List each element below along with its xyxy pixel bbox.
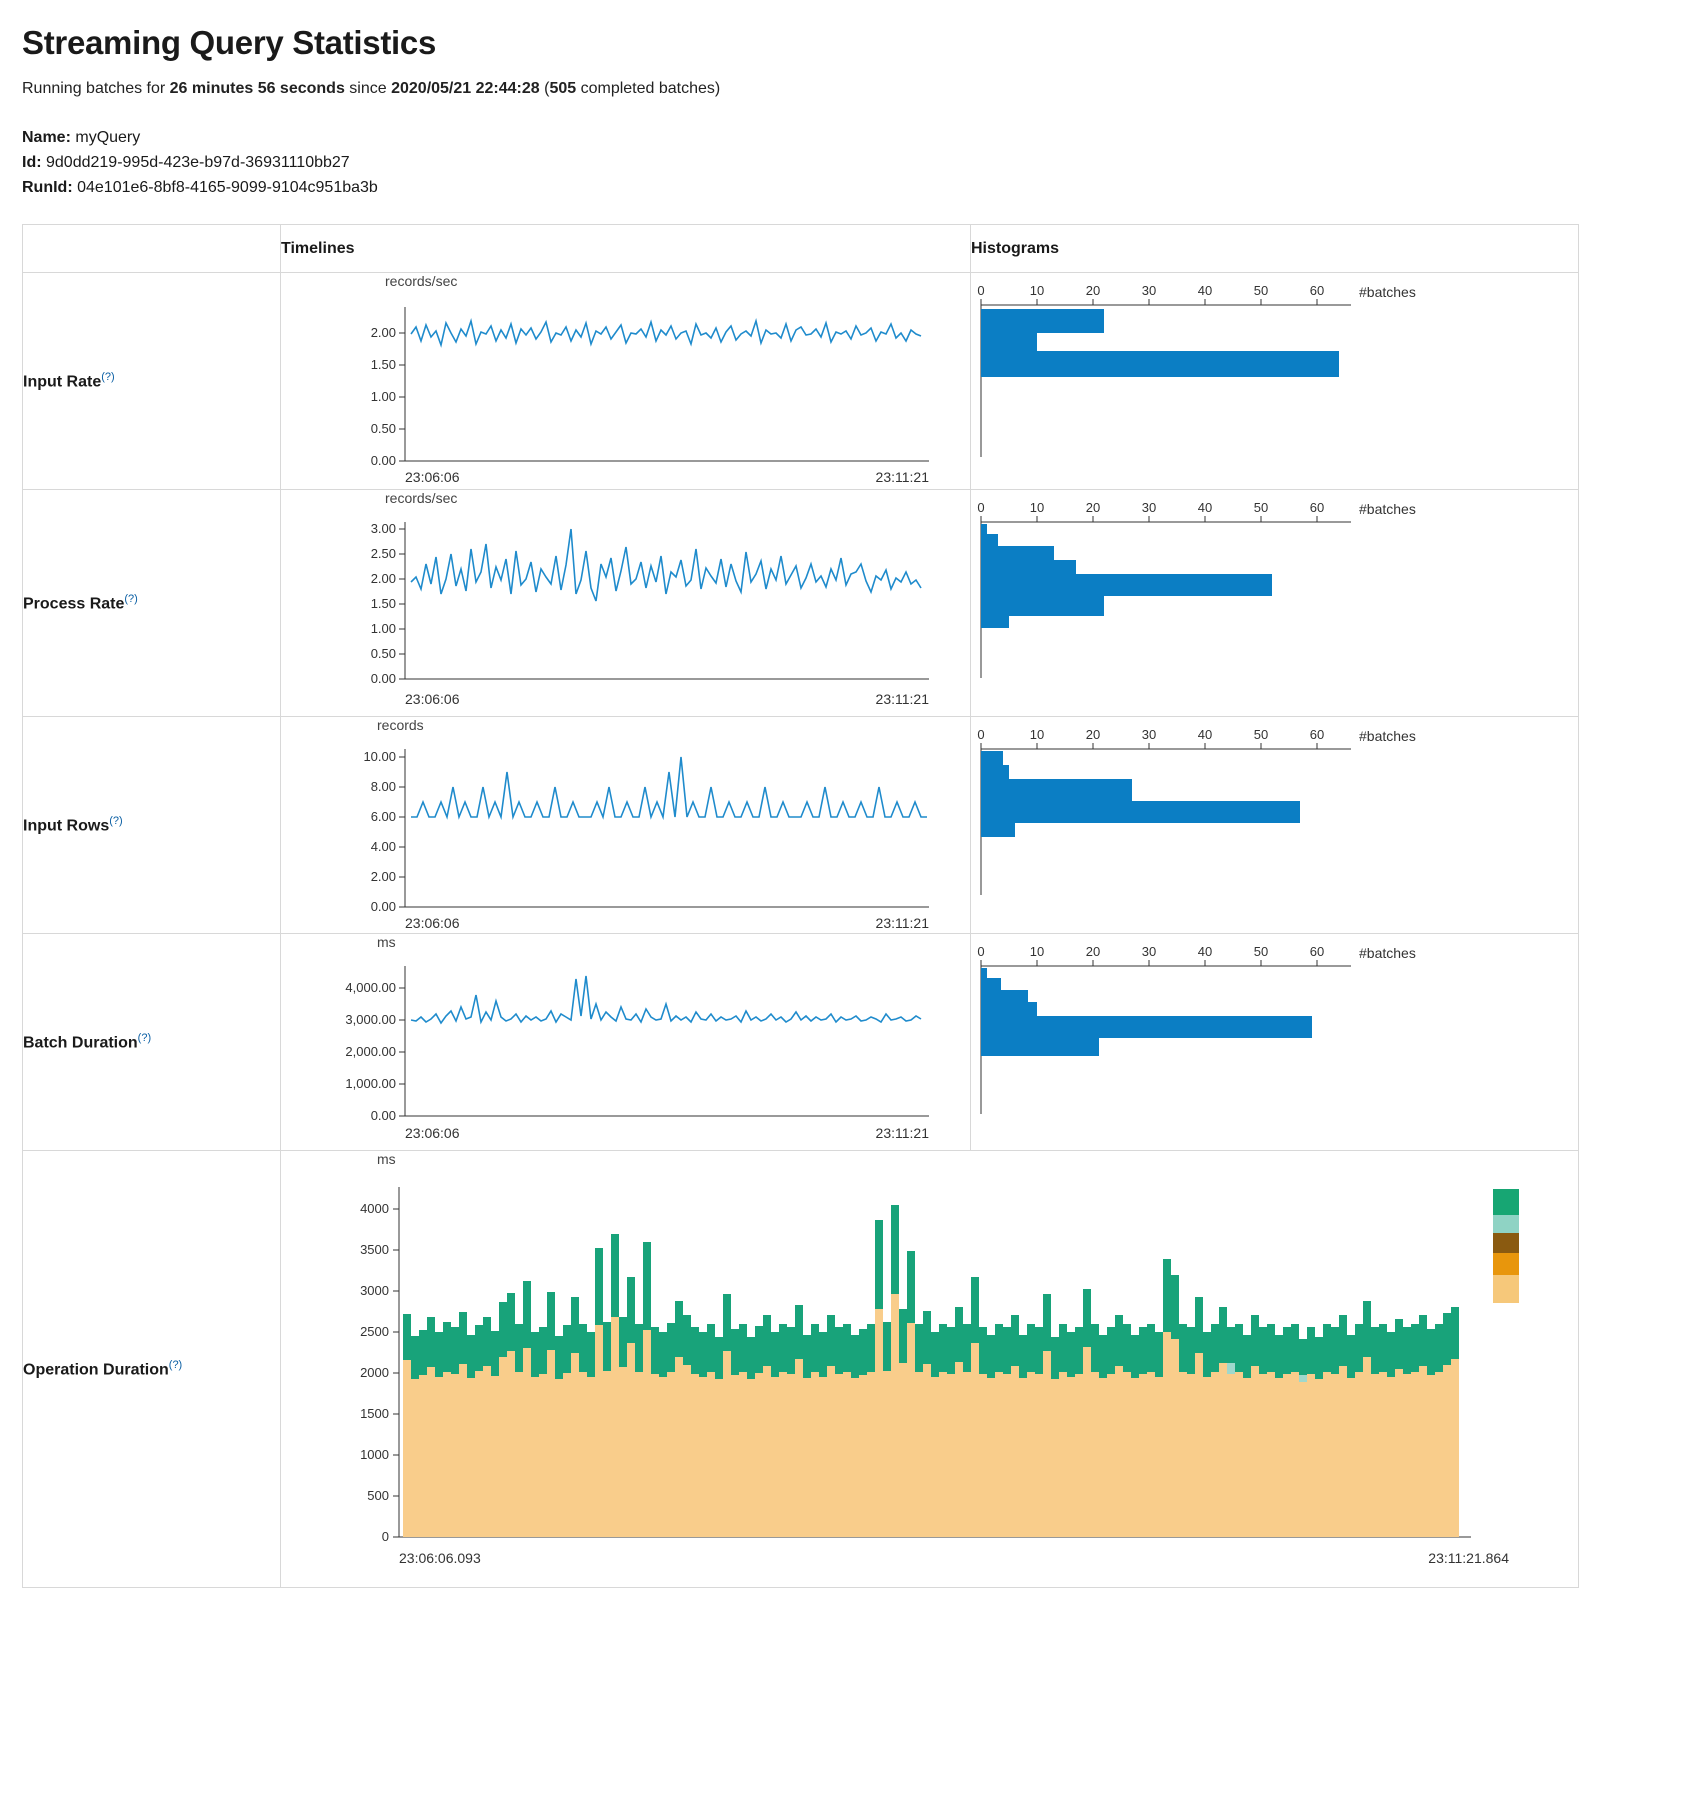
xtick: 20 bbox=[1085, 727, 1101, 743]
x-axis-start: 23:06:06 bbox=[405, 469, 460, 486]
xtick: 0 bbox=[977, 944, 985, 960]
page-title: Streaming Query Statistics bbox=[22, 24, 437, 61]
ytick: 1.00 bbox=[370, 621, 396, 637]
ytick: 1.50 bbox=[370, 357, 396, 373]
xtick: 30 bbox=[1141, 944, 1157, 960]
hist-bar bbox=[981, 765, 1009, 779]
xtick: 50 bbox=[1253, 944, 1269, 960]
help-icon[interactable]: (?) bbox=[124, 593, 138, 606]
help-icon[interactable]: (?) bbox=[109, 815, 123, 828]
process-rate-timeline-chart bbox=[281, 506, 941, 716]
process-rate-histogram-chart bbox=[971, 498, 1551, 708]
batch-duration-histogram-chart bbox=[971, 942, 1551, 1142]
xtick: 0 bbox=[977, 727, 985, 743]
help-icon[interactable]: (?) bbox=[137, 1032, 152, 1045]
since-word: since bbox=[344, 80, 392, 97]
xtick: 10 bbox=[1029, 944, 1045, 960]
header-timelines: Timelines bbox=[281, 225, 971, 273]
row-label-text: Batch Duration bbox=[23, 1034, 138, 1052]
hist-bar bbox=[981, 968, 987, 978]
operation-duration-legend bbox=[1493, 1189, 1519, 1303]
ytick: 3.00 bbox=[370, 521, 396, 537]
ytick: 8.00 bbox=[370, 779, 396, 795]
hist-bar bbox=[981, 596, 1104, 616]
xtick: 60 bbox=[1309, 727, 1325, 743]
meta-id-value: 9d0dd219-995d-423e-b97d-36931110bb27 bbox=[46, 153, 350, 171]
ytick: 10.00 bbox=[363, 749, 396, 765]
completed-batches-text: completed batches) bbox=[576, 80, 721, 97]
hist-bar bbox=[981, 546, 1054, 560]
xtick: 20 bbox=[1085, 500, 1101, 516]
hist-bar bbox=[981, 560, 1076, 574]
running-duration: 26 minutes 56 seconds bbox=[169, 80, 345, 97]
batch-duration-series bbox=[411, 976, 921, 1023]
hist-bar bbox=[981, 751, 1003, 765]
ytick: 4,000.00 bbox=[345, 980, 396, 996]
xtick: 60 bbox=[1309, 500, 1325, 516]
ytick: 2000 bbox=[360, 1365, 389, 1381]
axis bbox=[399, 307, 929, 461]
ytick: 0 bbox=[381, 1529, 389, 1545]
hist-bar bbox=[981, 823, 1015, 837]
xtick: 10 bbox=[1029, 283, 1045, 299]
header-blank bbox=[23, 225, 281, 273]
ytick: 3500 bbox=[360, 1242, 389, 1258]
ytick: 2.50 bbox=[370, 546, 396, 562]
ytick: 0.00 bbox=[370, 1108, 396, 1124]
operation-duration-stacked-bars bbox=[403, 1205, 1459, 1537]
row-label-text: Operation Duration bbox=[23, 1361, 169, 1379]
input-rate-series bbox=[411, 321, 921, 345]
timeline-cell-input-rate bbox=[281, 273, 971, 490]
meta-runid-value: 04e101e6-8bf8-4165-9099-9104c951ba3b bbox=[77, 178, 378, 196]
table-row bbox=[23, 490, 1579, 717]
statistics-table bbox=[22, 224, 1579, 1588]
meta-id-row bbox=[22, 151, 1671, 176]
ytick: 0.00 bbox=[370, 899, 396, 915]
hist-axis-label: #batches bbox=[1359, 284, 1416, 301]
row-label-text: Input Rate bbox=[23, 373, 102, 391]
hist-bar bbox=[981, 351, 1339, 377]
x-axis-start: 23:06:06 bbox=[405, 915, 460, 932]
xtick: 50 bbox=[1253, 283, 1269, 299]
timeline-cell-input-rows bbox=[281, 717, 971, 934]
hist-bar bbox=[981, 978, 1001, 990]
running-summary bbox=[22, 80, 1671, 98]
xtick: 10 bbox=[1029, 727, 1045, 743]
hist-bar bbox=[981, 333, 1037, 351]
xtick: 40 bbox=[1197, 727, 1213, 743]
hist-bar bbox=[981, 1002, 1037, 1016]
table-row bbox=[23, 1151, 1579, 1588]
xtick: 40 bbox=[1197, 283, 1213, 299]
histogram-cell-batch-duration bbox=[971, 934, 1579, 1151]
ytick: 4000 bbox=[360, 1201, 389, 1217]
ytick: 500 bbox=[367, 1488, 389, 1504]
batch-duration-timeline-chart bbox=[281, 950, 941, 1150]
meta-runid-row bbox=[22, 176, 1671, 201]
legend-swatch-series-2[interactable] bbox=[1493, 1215, 1519, 1233]
meta-runid-key: RunId: bbox=[22, 178, 73, 196]
running-prefix: Running batches for bbox=[22, 80, 170, 97]
x-axis-start: 23:06:06.093 bbox=[399, 1550, 481, 1567]
help-icon[interactable]: (?) bbox=[101, 371, 115, 384]
x-axis-end: 23:11:21 bbox=[875, 469, 929, 486]
xtick: 50 bbox=[1253, 727, 1269, 743]
histogram-cell-process-rate bbox=[971, 490, 1579, 717]
meta-name-value: myQuery bbox=[75, 129, 141, 146]
ytick: 1000 bbox=[360, 1447, 389, 1463]
ytick: 2.00 bbox=[370, 869, 396, 885]
ytick: 0.50 bbox=[370, 646, 396, 662]
query-meta bbox=[22, 126, 1671, 200]
ytick: 2,000.00 bbox=[345, 1044, 396, 1060]
ytick: 4.00 bbox=[370, 839, 396, 855]
y-unit-label: records/sec bbox=[385, 490, 458, 507]
row-label-process-rate bbox=[23, 490, 281, 717]
row-label-text: Input Rows bbox=[23, 817, 110, 835]
hist-bar bbox=[981, 779, 1132, 801]
x-axis-end: 23:11:21.864 bbox=[1428, 1550, 1509, 1567]
ytick: 3,000.00 bbox=[345, 1012, 396, 1028]
table-row bbox=[23, 273, 1579, 490]
ytick: 1.50 bbox=[370, 596, 396, 612]
xtick: 10 bbox=[1029, 500, 1045, 516]
row-label-text: Process Rate bbox=[23, 595, 125, 613]
hist-axis-label: #batches bbox=[1359, 945, 1416, 962]
ytick: 1500 bbox=[360, 1406, 389, 1422]
xtick: 40 bbox=[1197, 944, 1213, 960]
timeline-cell-batch-duration bbox=[281, 934, 971, 1151]
xtick: 60 bbox=[1309, 283, 1325, 299]
operation-duration-cell bbox=[281, 1151, 1579, 1588]
table-header-row bbox=[23, 225, 1579, 273]
ytick: 2.00 bbox=[370, 325, 396, 341]
ytick: 3000 bbox=[360, 1283, 389, 1299]
x-axis-end: 23:11:21 bbox=[875, 1125, 929, 1142]
help-icon[interactable]: (?) bbox=[168, 1359, 183, 1372]
ytick: 1.00 bbox=[370, 389, 396, 405]
x-axis-start: 23:06:06 bbox=[405, 691, 460, 708]
histogram-cell-input-rate bbox=[971, 273, 1579, 490]
x-axis-start: 23:06:06 bbox=[405, 1125, 460, 1142]
xtick: 0 bbox=[977, 283, 985, 299]
ytick: 2.00 bbox=[370, 571, 396, 587]
row-label-operation-duration bbox=[23, 1151, 281, 1588]
xtick: 20 bbox=[1085, 283, 1101, 299]
hist-axis-label: #batches bbox=[1359, 728, 1416, 745]
since-timestamp: 2020/05/21 22:44:28 bbox=[391, 80, 540, 97]
meta-name-row bbox=[22, 126, 1671, 151]
header-histograms: Histograms bbox=[971, 225, 1579, 273]
meta-id-key: Id: bbox=[22, 153, 42, 171]
input-rate-histogram-chart bbox=[971, 281, 1551, 481]
y-unit-label: ms bbox=[377, 934, 396, 951]
legend-swatch-series-4[interactable] bbox=[1493, 1253, 1519, 1275]
legend-swatch-series-1[interactable] bbox=[1493, 1189, 1519, 1215]
input-rows-timeline-chart bbox=[281, 733, 941, 933]
ytick: 0.00 bbox=[370, 453, 396, 469]
xtick: 0 bbox=[977, 500, 985, 516]
input-rows-series bbox=[411, 757, 927, 817]
x-axis-end: 23:11:21 bbox=[875, 915, 929, 932]
xtick: 30 bbox=[1141, 727, 1157, 743]
row-label-input-rows bbox=[23, 717, 281, 934]
hist-axis-label: #batches bbox=[1359, 501, 1416, 518]
ytick: 6.00 bbox=[370, 809, 396, 825]
ytick: 1,000.00 bbox=[345, 1076, 396, 1092]
histogram-cell-input-rows bbox=[971, 717, 1579, 934]
hist-bar bbox=[981, 616, 1009, 628]
ytick: 0.00 bbox=[370, 671, 396, 687]
batches-open-paren: ( bbox=[539, 80, 550, 97]
hist-bar bbox=[981, 534, 998, 546]
table-row bbox=[23, 934, 1579, 1151]
meta-name-key: Name: bbox=[22, 129, 71, 146]
input-rows-histogram-chart bbox=[971, 725, 1551, 925]
hist-bar bbox=[981, 524, 987, 534]
legend-swatch-series-5[interactable] bbox=[1493, 1275, 1519, 1303]
hist-bar bbox=[981, 801, 1300, 823]
input-rate-timeline-chart bbox=[281, 289, 941, 489]
xtick: 20 bbox=[1085, 944, 1101, 960]
xtick: 50 bbox=[1253, 500, 1269, 516]
xtick: 30 bbox=[1141, 283, 1157, 299]
timeline-cell-process-rate bbox=[281, 490, 971, 717]
process-rate-series bbox=[411, 529, 921, 601]
table-row bbox=[23, 717, 1579, 934]
xtick: 40 bbox=[1197, 500, 1213, 516]
x-axis-end: 23:11:21 bbox=[875, 691, 929, 708]
row-label-batch-duration bbox=[23, 934, 281, 1151]
hist-bar bbox=[981, 1038, 1099, 1056]
legend-swatch-series-3[interactable] bbox=[1493, 1233, 1519, 1253]
hist-bar bbox=[981, 574, 1272, 596]
xtick: 60 bbox=[1309, 944, 1325, 960]
y-unit-label: records bbox=[377, 717, 424, 734]
ytick: 2500 bbox=[360, 1324, 389, 1340]
y-unit-label: records/sec bbox=[385, 273, 458, 290]
y-unit-label: ms bbox=[377, 1151, 396, 1168]
hist-bar bbox=[981, 990, 1028, 1002]
completed-batch-count: 505 bbox=[549, 80, 577, 97]
operation-duration-chart bbox=[281, 1167, 1551, 1587]
hist-bar bbox=[981, 1016, 1312, 1038]
ytick: 0.50 bbox=[370, 421, 396, 437]
xtick: 30 bbox=[1141, 500, 1157, 516]
row-label-input-rate bbox=[23, 273, 281, 490]
